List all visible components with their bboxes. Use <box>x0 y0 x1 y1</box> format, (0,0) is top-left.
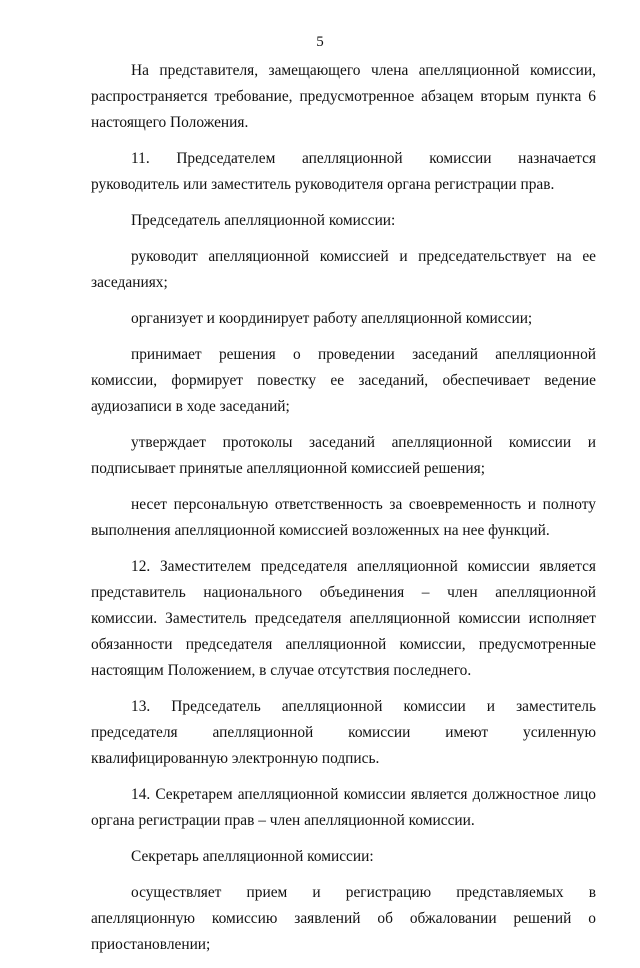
paragraph-chairman-duties-heading: Председатель апелляционной комиссии: <box>131 212 396 229</box>
paragraph-13-electronic-signature: 13. Председатель апелляционной комиссии и заместитель председателя апелляционной комиссии имеют усиленную квалифицированную электронную подпись. <box>91 698 596 767</box>
paragraph-secretary-duties-heading: Секретарь апелляционной комиссии: <box>131 848 374 865</box>
paragraph-representative-requirement: На представителя, замещающего члена апелляционной комиссии, распространяется требование, предусмотренное абзацем вторым пункта 6 настоящего Положения. <box>91 62 596 131</box>
document-body <box>91 58 596 968</box>
paragraph-chairman-responsibility: несет персональную ответственность за своевременность и полноту выполнения апелляционной комиссией возложенных на нее функций. <box>91 496 596 539</box>
paragraph-chairman-decides-meetings: принимает решения о проведении заседаний апелляционной комиссии, формирует повестку ее заседаний, обеспечивает ведение аудиозаписи в ходе заседаний; <box>91 346 596 415</box>
paragraph-12-deputy-chairman: 12. Заместителем председателя апелляционной комиссии является представитель национального объединения – член апелляционной комиссии. Заместитель председателя апелляционной комиссии исполняет обязанности председателя апелляционной комиссии, предусмотренные настоящим Положением, в случае отсутствия последнего. <box>91 558 596 679</box>
paragraph-secretary-receives-applications: осуществляет прием и регистрацию представляемых в апелляционную комиссию заявлений об обжаловании решений о приостановлении; <box>91 884 596 953</box>
paragraph-11-chairman-appointment: 11. Председателем апелляционной комиссии назначается руководитель или заместитель руководителя органа регистрации прав. <box>91 150 596 193</box>
page-number: 5 <box>316 34 324 50</box>
paragraph-chairman-organizes: организует и координирует работу апелляционной комиссии; <box>131 310 533 327</box>
paragraph-14-secretary: 14. Секретарем апелляционной комиссии является должностное лицо органа регистрации прав – член апелляционной комиссии. <box>91 786 596 829</box>
paragraph-chairman-approves-protocols: утверждает протоколы заседаний апелляционной комиссии и подписывает принятые апелляционной комиссией решения; <box>91 434 596 477</box>
paragraph-chairman-leads: руководит апелляционной комиссией и председательствует на ее заседаниях; <box>91 248 596 291</box>
